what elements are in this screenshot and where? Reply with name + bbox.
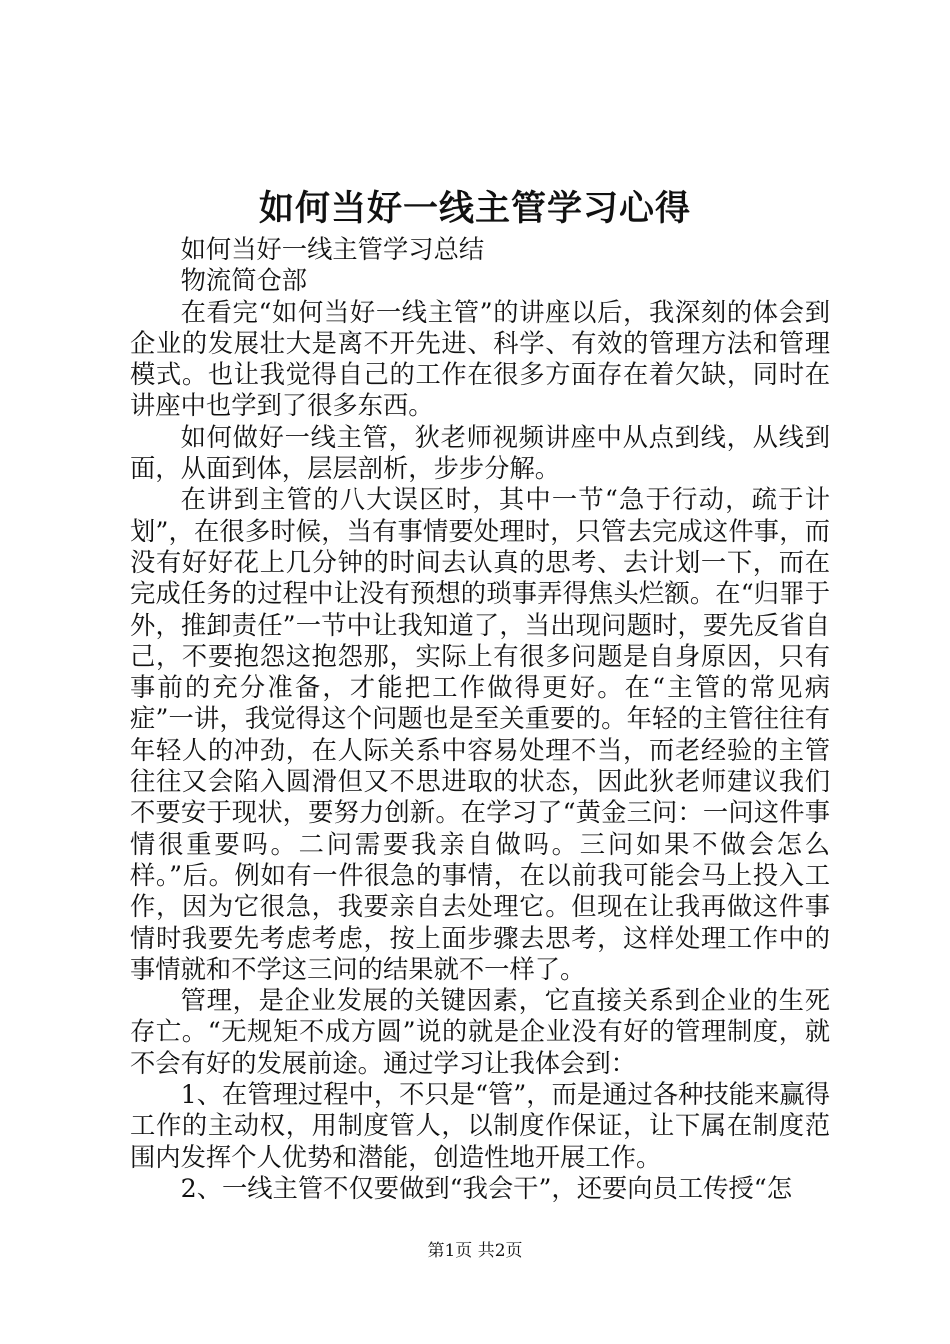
paragraph: 在看完“如何当好一线主管”的讲座以后，我深刻的体会到企业的发展壮大是离不开先进、科学、有效的管理方法和管理模式。也让我觉得自己的工作在很多方面存在着欠缺，同时在讲座中也学到了很多东西。 <box>130 297 830 421</box>
paragraph: 管理，是企业发展的关键因素，它直接关系到企业的生死存亡。“无规矩不成方圆”说的就是企业没有好的管理制度，就不会有好的发展前途。通过学习让我体会到： <box>130 986 830 1078</box>
list-item: 2、一线主管不仅要做到“我会干”，还要向员工传授“怎 <box>180 1173 793 1203</box>
document-title: 如何当好一线主管学习心得 <box>258 188 691 229</box>
paragraph: 如何做好一线主管，狄老师视频讲座中从点到线，从线到面，从面到体，层层剖析，步步分解。 <box>130 422 830 484</box>
document-body <box>130 234 830 1204</box>
paragraph: 在讲到主管的八大误区时，其中一节“急于行动，疏于计划”，在很多时候，当有事情要处理时，只管去完成这件事，而没有好好花上几分钟的时间去认真的思考、去计划一下，而在完成任务的过程中让没有预想的琐事弄得焦头烂额。在“归罪于外，推卸责任”一节中让我知道了，当出现问题时，要先反省自己，不要抱怨这抱怨那，实际上有很多问题是自身原因，只有事前的充分准备，才能把工作做得更好。在“主管的常见病症”一讲，我觉得这个问题也是至关重要的。年轻的主管往往有年轻人的冲劲，在人际关系中容易处理不当，而老经验的主管往往又会陷入圆滑但又不思进取的状态，因此狄老师建议我们不要安于现状，要努力创新。在学习了“黄金三问：一问这件事情很重要吗。二问需要我亲自做吗。三问如果不做会怎么样。”后。例如有一件很急的事情，在以前我可能会马上投入工作，因为它很急，我要亲自去处理它。但现在让我再做这件事情时我要先考虑考虑，按上面步骤去思考，这样处理工作中的事情就和不学这三问的结果就不一样了。 <box>130 485 830 984</box>
paragraph-subtitle: 如何当好一线主管学习总结 <box>180 235 485 264</box>
list-item: 1、在管理过程中，不只是“管”，而是通过各种技能来赢得工作的主动权，用制度管人，以制度作保证，让下属在制度范围内发挥个人优势和潜能，创造性地开展工作。 <box>130 1080 830 1172</box>
page-number-footer: 第1页 共2页 <box>427 1241 523 1261</box>
paragraph-department: 物流简仓部 <box>180 266 308 296</box>
